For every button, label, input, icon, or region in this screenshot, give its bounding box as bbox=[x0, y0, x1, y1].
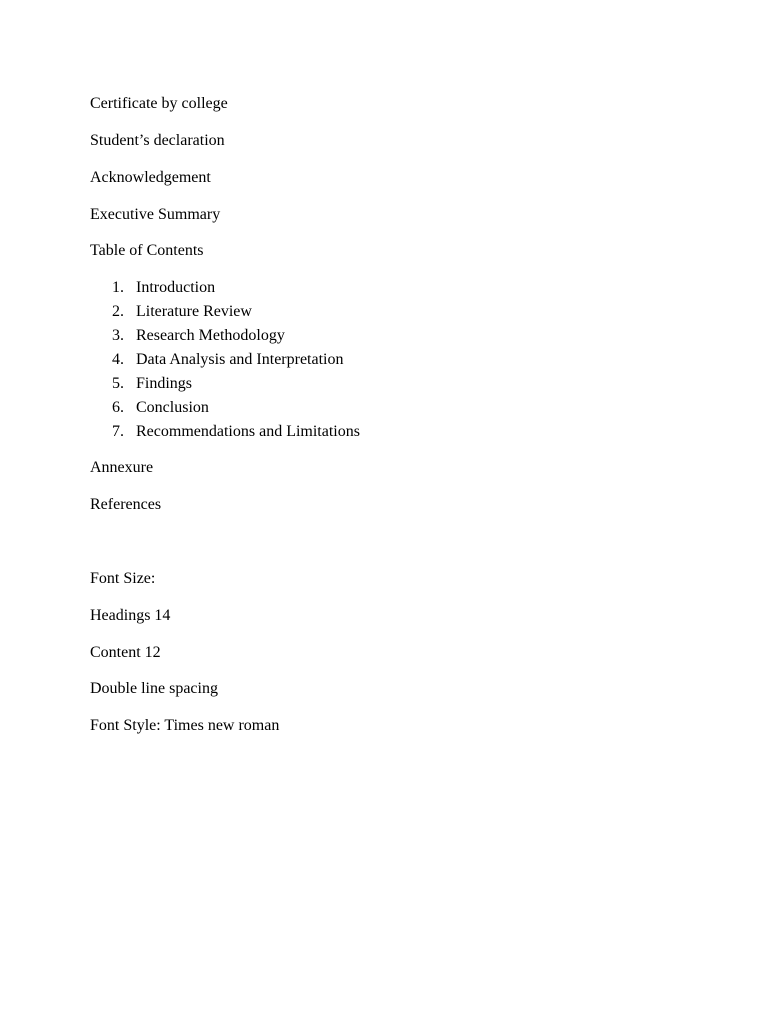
list-item-number: 5. bbox=[112, 375, 124, 392]
format-note-line-spacing: Double line spacing bbox=[90, 680, 218, 697]
list-item-title: Recommendations and Limitations bbox=[136, 423, 360, 440]
list-item-number: 7. bbox=[112, 423, 124, 440]
front-matter-certificate: Certificate by college bbox=[90, 95, 228, 112]
front-matter-table-of-contents: Table of Contents bbox=[90, 242, 204, 259]
list-item bbox=[112, 328, 285, 344]
list-item bbox=[112, 376, 192, 392]
list-item-number: 6. bbox=[112, 399, 124, 416]
list-item-title: Data Analysis and Interpretation bbox=[136, 351, 344, 368]
front-matter-declaration: Student’s declaration bbox=[90, 132, 225, 149]
list-item-title: Conclusion bbox=[136, 399, 209, 416]
format-note-headings: Headings 14 bbox=[90, 607, 171, 624]
list-item bbox=[112, 424, 360, 440]
list-item-title: Introduction bbox=[136, 279, 216, 296]
list-item-number: 3. bbox=[112, 327, 124, 344]
list-item-title: Research Methodology bbox=[136, 327, 285, 344]
list-item-title: Literature Review bbox=[136, 303, 252, 320]
format-note-font-style: Font Style: Times new roman bbox=[90, 717, 280, 734]
list-item bbox=[112, 280, 215, 296]
list-item bbox=[112, 304, 252, 320]
list-item-title: Findings bbox=[136, 375, 193, 392]
list-item bbox=[112, 400, 209, 416]
front-matter-acknowledgement: Acknowledgement bbox=[90, 169, 211, 186]
list-item-number: 2. bbox=[112, 303, 124, 320]
back-matter-references: References bbox=[90, 496, 162, 513]
format-note-font-size: Font Size: bbox=[90, 570, 156, 587]
front-matter-executive-summary: Executive Summary bbox=[90, 206, 221, 223]
back-matter-annexure: Annexure bbox=[90, 459, 154, 476]
list-item-number: 4. bbox=[112, 351, 124, 368]
format-note-content: Content 12 bbox=[90, 644, 161, 661]
list-item bbox=[112, 352, 344, 368]
list-item-number: 1. bbox=[112, 279, 124, 296]
